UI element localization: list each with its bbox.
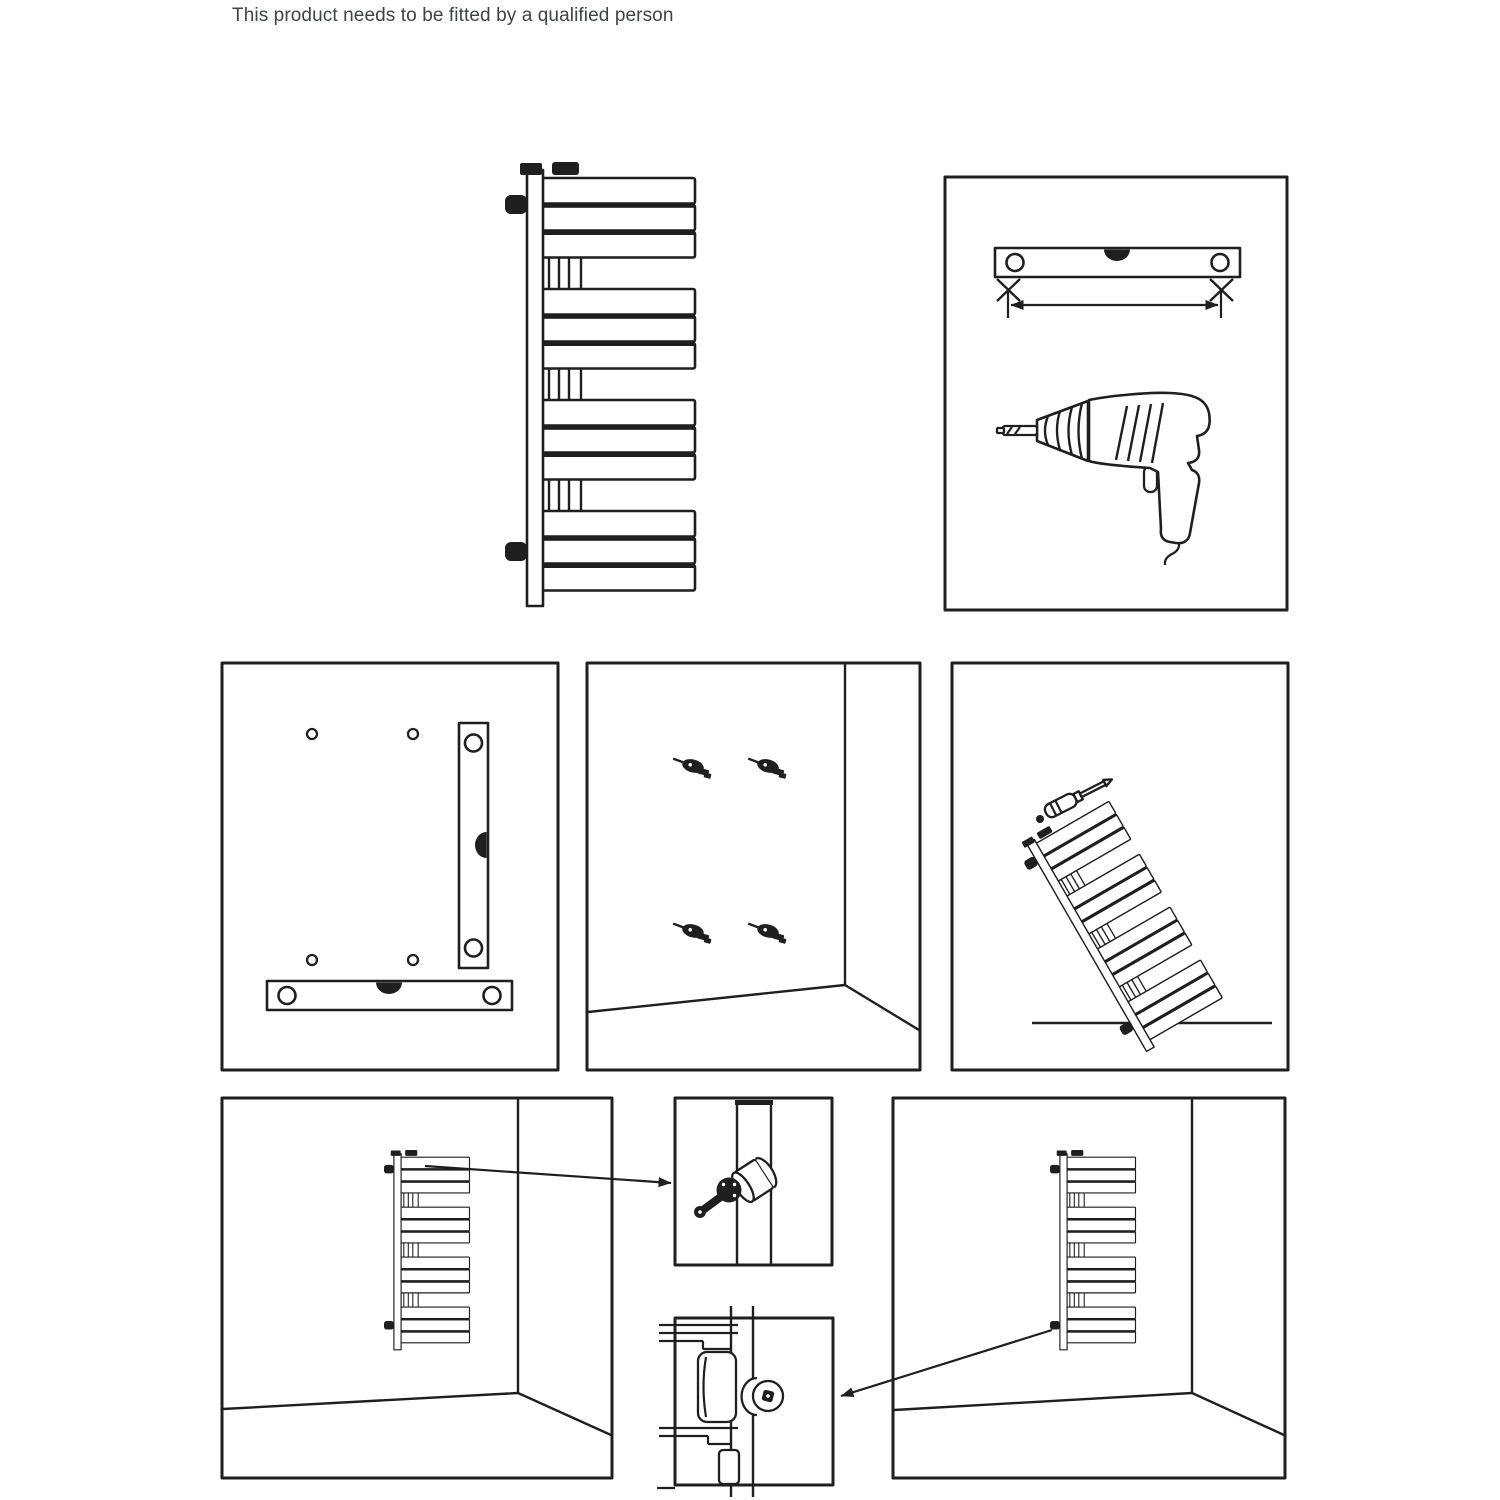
radiator-bar-end	[719, 1450, 739, 1484]
detail-bottom-fixing	[657, 1306, 833, 1497]
panel-marking-and-drilling	[945, 177, 1287, 610]
panel-level-check	[222, 663, 558, 1070]
detail-top-fixing	[675, 1098, 832, 1265]
screw-dot-icon	[1036, 815, 1044, 823]
panel-hang-radiator	[952, 663, 1288, 1070]
panel-border	[587, 663, 920, 1070]
vertical-spirit-level-icon	[459, 723, 488, 968]
towel-radiator-icon	[505, 162, 695, 606]
rail-cap	[735, 1100, 773, 1105]
radiator-overview-illustration	[505, 162, 695, 606]
panel-wall-plugs	[587, 663, 920, 1070]
panel-mounted-radiator-right	[893, 1098, 1285, 1478]
spirit-level-icon	[995, 248, 1240, 277]
panel-border	[945, 177, 1287, 610]
fitting-notice-text: This product needs to be fitted by a qualified person	[232, 5, 674, 26]
horizontal-spirit-level-icon	[267, 981, 512, 1010]
panel-mounted-radiator-left	[222, 1098, 612, 1478]
bracket-cap-nut-icon	[742, 1378, 783, 1415]
